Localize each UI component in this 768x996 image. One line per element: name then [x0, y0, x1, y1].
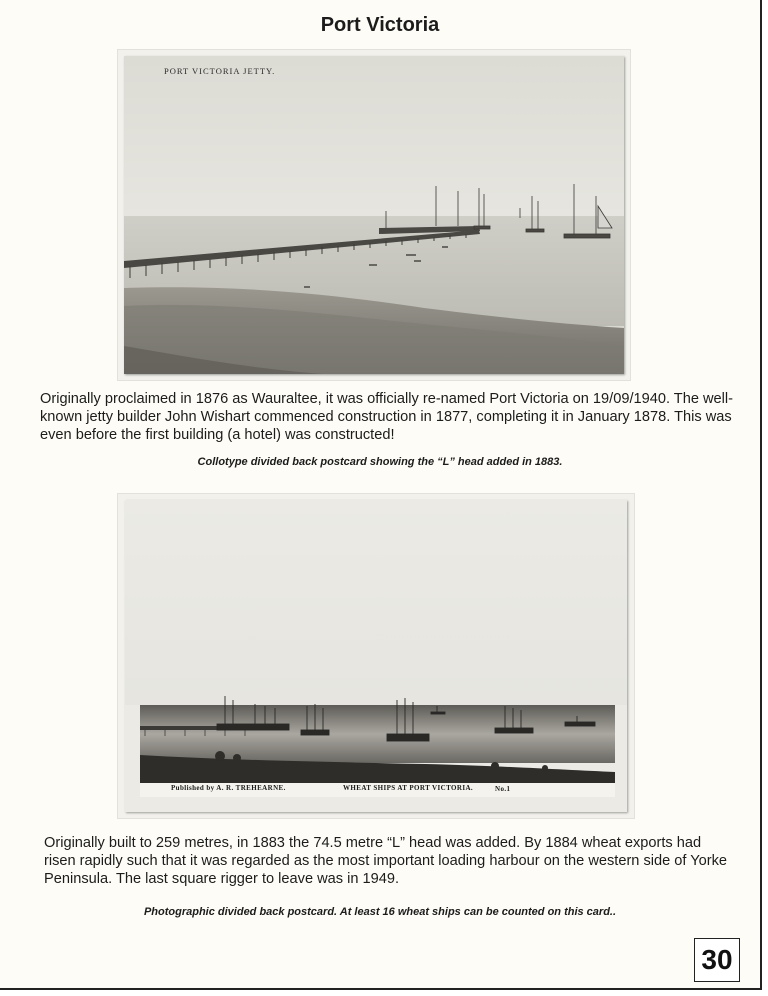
wheat-ships-photo-image	[125, 500, 627, 812]
postcard-wheat-ships-photo	[125, 500, 627, 812]
page-title: Port Victoria	[320, 14, 440, 36]
postcard-publisher: Published by A. R. TREHEARNE.	[171, 784, 286, 792]
postcard-1-note: Collotype divided back postcard showing the “L” head added in 1883.	[197, 456, 563, 468]
postcard-printed-caption: PORT VICTORIA JETTY.	[164, 66, 276, 76]
postcard-card-number: No.1	[495, 785, 511, 793]
postcard-2-description: Originally built to 259 metres, in 1883 the 74.5 metre “L” head was added. By 1884 wheat exports had risen rapidly such that it was regarded as the most important loading harbour on the western side of Yorke Peninsula. The last square rigger to leave was in 1949.	[44, 835, 728, 887]
postcard-jetty-photo	[124, 56, 624, 374]
postcard-2-note: Photographic divided back postcard. At least 16 wheat ships can be counted on this card..	[143, 906, 617, 918]
postcard-printed-caption-2: WHEAT SHIPS AT PORT VICTORIA.	[343, 784, 474, 792]
page-number: 30	[694, 938, 740, 982]
postcard-1-description: Originally proclaimed in 1876 as Wauraltee, it was officially re-named Port Victoria on 19/09/1940. The well-known jetty builder John Wishart commenced construction in 1877, completing it in January 1878. This was even before the first building (a hotel) was constructed!	[40, 391, 734, 443]
jetty-photo-image	[124, 56, 624, 374]
